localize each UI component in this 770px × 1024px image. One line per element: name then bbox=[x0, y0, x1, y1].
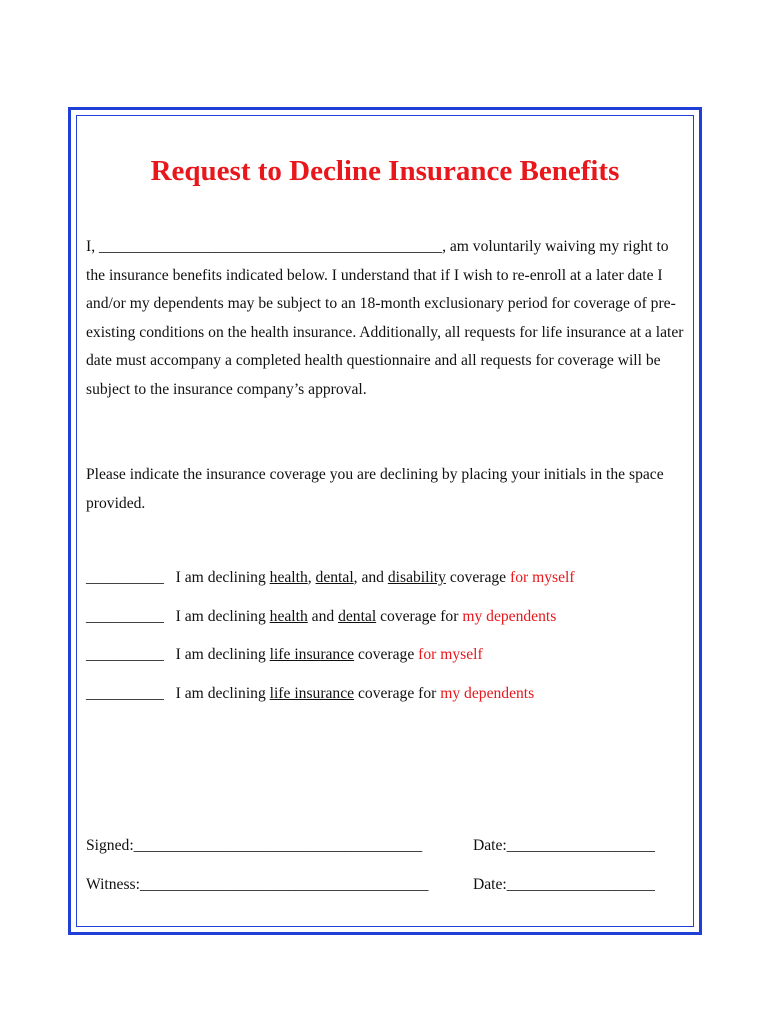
initials-field-2[interactable]: __________ bbox=[86, 608, 164, 625]
option-text: I am declining bbox=[175, 646, 270, 663]
coverage-life-insurance: life insurance bbox=[269, 685, 355, 702]
initials-field-4[interactable]: __________ bbox=[86, 685, 164, 702]
initials-field-1[interactable]: __________ bbox=[86, 569, 164, 586]
document-title: Request to Decline Insurance Benefits bbox=[150, 155, 620, 187]
waiver-paragraph bbox=[86, 233, 686, 405]
name-field[interactable]: ____________________________________________ bbox=[99, 238, 443, 255]
option-row-2 bbox=[86, 608, 556, 626]
separator: coverage for bbox=[376, 608, 463, 625]
separator: , bbox=[307, 569, 316, 586]
separator: and bbox=[307, 608, 339, 625]
option-text: I am declining bbox=[175, 608, 270, 625]
witness-line bbox=[86, 876, 428, 894]
coverage-life-insurance: life insurance bbox=[269, 646, 355, 663]
intro-text: , am voluntarily waiving my right to the insurance benefits indicated below. I understand that if I wish to re-enroll at a later date I and/or my dependents may be subject to an 18-month exclusionary period for coverage of pre-existing conditions on the health insurance. Additionally, all requests for life insurance at a later date must accompany a completed health questionnaire and all requests for coverage will be subject to the insurance company’s approval. bbox=[86, 238, 684, 398]
separator: coverage bbox=[445, 569, 510, 586]
signed-label: Signed: bbox=[86, 837, 134, 854]
for-myself-text: for myself bbox=[418, 646, 483, 663]
coverage-disability: disability bbox=[387, 569, 446, 586]
coverage-health: health bbox=[269, 608, 308, 625]
separator: coverage for bbox=[354, 685, 441, 702]
option-text: I am declining bbox=[175, 685, 270, 702]
my-dependents-text: my dependents bbox=[462, 608, 557, 625]
option-row-1 bbox=[86, 569, 575, 587]
signed-line bbox=[86, 837, 422, 855]
signed-field[interactable]: _____________________________________ bbox=[133, 837, 423, 854]
my-dependents-text: my dependents bbox=[440, 685, 535, 702]
option-row-4 bbox=[86, 685, 534, 703]
for-myself-text: for myself bbox=[510, 569, 575, 586]
option-text: I am declining bbox=[175, 569, 270, 586]
intro-prefix: I, bbox=[86, 238, 99, 255]
separator: , and bbox=[353, 569, 388, 586]
coverage-dental: dental bbox=[338, 608, 377, 625]
witness-field[interactable]: _____________________________________ bbox=[139, 876, 429, 893]
coverage-dental: dental bbox=[315, 569, 354, 586]
page-border bbox=[68, 107, 702, 935]
separator: coverage bbox=[354, 646, 419, 663]
witness-date-field[interactable]: ___________________ bbox=[506, 876, 655, 893]
instructions-paragraph: Please indicate the insurance coverage you are declining by placing your initials in the space provided. bbox=[86, 466, 664, 512]
date-label: Date: bbox=[473, 876, 507, 893]
initials-field-3[interactable]: __________ bbox=[86, 646, 164, 663]
date-label: Date: bbox=[473, 837, 507, 854]
option-row-3 bbox=[86, 646, 483, 664]
coverage-health: health bbox=[269, 569, 308, 586]
witness-date-line bbox=[473, 876, 655, 894]
signed-date-line bbox=[473, 837, 655, 855]
signed-date-field[interactable]: ___________________ bbox=[506, 837, 655, 854]
witness-label: Witness: bbox=[86, 876, 140, 893]
